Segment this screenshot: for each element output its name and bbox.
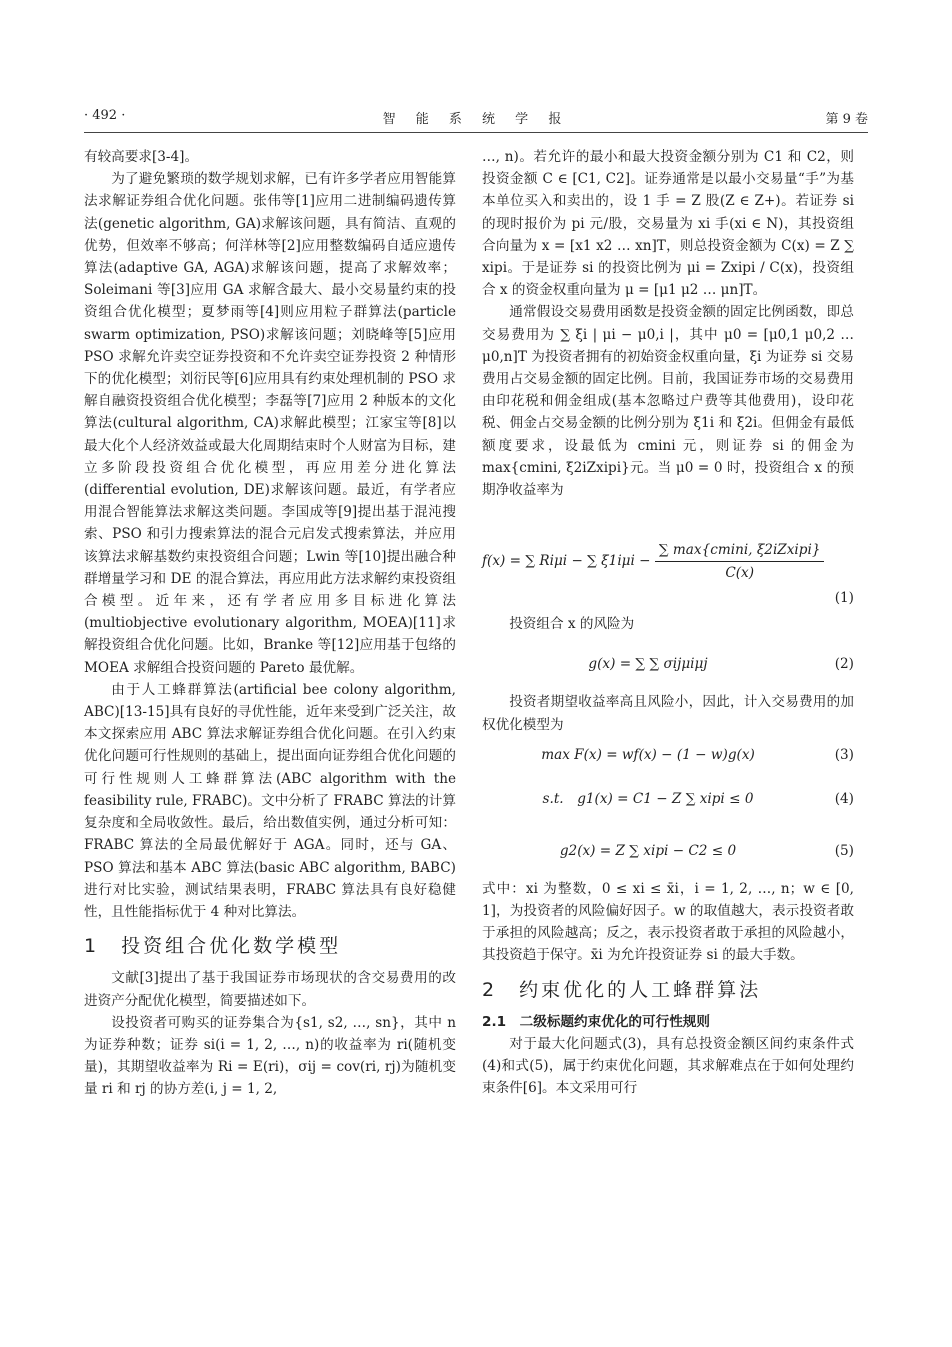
- equation-tag: (3): [834, 746, 854, 763]
- paragraph: 式中：xi 为整数，0 ≤ xi ≤ x̄i，i = 1, 2, …, n；w ∈ [0, 1]，为投资者的风险偏好因子。w 的取值越大，表示投资者敢于承担的风险越高；反之，表示投资者敢于承担的风险越小，其投资趋于保守。x̄i 为允许投资证券 si 的最大手数。: [482, 880, 854, 964]
- paragraph: 为了避免繁琐的数学规划求解，已有许多学者应用智能算法求解证券组合优化问题。张伟等[1]应用二进制编码遗传算法(genetic algorithm, GA)求解该问题，具有简洁、直观的优势，但效率不够高；何洋林等[2]应用整数编码自适应遗传算法(adaptive GA, AGA)求解该问题，提高了求解效率；Soleimani 等[3]应用 GA 求解含最大、最小交易量约束的投资组合优化模型；夏梦雨等[4]则应用粒子群算法(particle swarm optimization, PSO)求解该问题；刘晓峰等[5]应用 PSO 求解允许卖空证券投资和不允许卖空证券投资 2 种情形下的优化模型；刘衍民等[6]应用具有约束处理机制的 PSO 求解自融资投资组合优化模型；李磊等[7]应用 2 种版本的文化算法(cultural algorithm, CA)求解此模型；江家宝等[8]以最大化个人经济效益或最大化周期结束时个人财富为目标，建立多阶段投资组合优化模型，再应用差分进化算法(differential evolution, DE)求解该问题。最近，有学者应用混合智能算法求解这类问题。李国成等[9]提出基于混沌搜索、PSO 和引力搜索算法的混合元启发式搜索算法，并应用该算法求解基数约束投资组合问题；Lwin 等[10]提出融合种群增量学习和 DE 的混合算法，再应用此方法求解约束投资组合模型。近年来，还有学者应用多目标进化算法(multiobjective evolutionary algorithm, MOEA)[11]求解投资组合优化问题。比如，Branke 等[12]应用基于包络的 MOEA 求解组合投资问题的 Pareto 最优解。: [84, 171, 456, 676]
- equation-body: s.t. g1(x) = C1 − Z ∑ xipi ≤ 0: [542, 790, 754, 807]
- equation-body: g(x) = ∑ ∑ σijμiμj: [588, 656, 708, 673]
- equation-lhs: f(x) = ∑ Riμi − ∑ ξ1iμi −: [482, 553, 651, 570]
- volume-label: 第 9 卷: [825, 112, 868, 127]
- header-rule: [84, 132, 868, 133]
- equation-1: [482, 505, 854, 609]
- paragraph: 投资者期望收益率高且风险小，因此，计入交易费用的加权优化模型为: [482, 694, 854, 733]
- paragraph: 有较高要求[3-4]。: [84, 149, 199, 165]
- paragraph: 由于人工蜂群算法(artificial bee colony algorithm, ABC)[13-15]具有良好的寻优性能，近年来受到广泛关注，故本文探索应用 ABC 算法求解证券组合优化问题。在引入约束优化问题可行性规则的基础上，提出面向证券组合优化问题的可行性规则人工蜂群算法(ABC algorithm with the feasibility rule, FRABC)。文中分析了 FRABC 算法的计算复杂度和全局收敛性。最后，给出数值实例，通过分析可知：FRABC 算法的全局最优解好于 AGA。同时，还与 GA、PSO 算法和基本 ABC 算法(basic ABC algorithm, BABC)进行对比实验，测试结果表明，FRABC 算法具有良好稳健性，且性能指标优于 4 种对比算法。: [84, 681, 456, 920]
- right-column: [482, 146, 854, 1100]
- section-heading: 1 投资组合优化数学模型: [84, 935, 342, 958]
- equation-tag: (5): [834, 842, 854, 859]
- paragraph: 对于最大化问题式(3)，具有总投资金额区间约束条件式(4)和式(5)，属于约束优化问题，其求解难点在于如何处理约束条件[6]。本文采用可行: [482, 1036, 854, 1097]
- equation-fraction: [655, 539, 825, 584]
- running-header: [84, 108, 868, 128]
- page-number: · 492 ·: [84, 108, 126, 123]
- equation-5: [482, 826, 854, 874]
- subsection-heading: 2.1 二级标题约束优化的可行性规则: [482, 1013, 710, 1030]
- left-column: [84, 146, 456, 1101]
- equation-body: max F(x) = wf(x) − (1 − w)g(x): [541, 746, 755, 763]
- paragraph: 通常假设交易费用函数是投资金额的固定比例函数，即总交易费用为 ∑ ξi | μi − μ0,i |，其中 μ0 = [μ0,1 μ0,2 … μ0,n]T 为投资者拥有的初始资金权重向量，ξi 为证券 si 交易费用占交易金额的固定比例。目前，我国证券市场的交易费用由印花税和佣金组成(基本忽略过户费等其他费用)，设印花税、佣金占交易金额的比例分别为 ξ1i 和 ξ2i。但佣金有最低额度要求，设最低为 cmini 元，则证券 si 的佣金为 max{cmini, ξ2iZxipi}元。当 μ0 = 0 时，投资组合 x 的预期净收益率为: [482, 304, 854, 499]
- journal-title: 智 能 系 统 学 报: [382, 112, 570, 127]
- equation-2: [482, 639, 854, 687]
- fraction-denominator: C(x): [725, 565, 755, 582]
- equation-4: [482, 774, 854, 822]
- equation-3: [482, 740, 854, 770]
- equation-tag: (4): [834, 790, 854, 807]
- equation-tag: (1): [834, 590, 854, 607]
- section-heading: 2 约束优化的人工蜂群算法: [482, 978, 762, 1001]
- equation-tag: (2): [834, 656, 854, 673]
- paragraph: 设投资者可购买的证券集合为{s1, s2, …, sn}，其中 n 为证券种数；证券 si(i = 1, 2, …, n)的收益率为 ri(随机变量)，其期望收益率为 Ri = E(ri)，σij = cov(ri, rj)为随机变量 ri 和 rj 的协方差(i, j = 1, 2,: [84, 1014, 456, 1098]
- paragraph: 投资组合 x 的风险为: [509, 616, 635, 633]
- fraction-numerator: ∑ max{cmini, ξ2iZxipi}: [655, 539, 825, 562]
- paragraph: …, n)。若允许的最小和最大投资金额分别为 C1 和 C2，则投资金额 C ∈ [C1, C2]。证券通常是以最小交易量“手”为基本单位买入和卖出的，设 1 手 = Z 股(Z ∈ Z+)。若证券 si 的现时报价为 pi 元/股，交易量为 xi 手(xi ∈ N)，其投资组合向量为 x = [x1 x2 … xn]T，则总投资金额为 C(x) = Z ∑ xipi。于是证券 si 的投资比例为 μi = Zxipi / C(x)，投资组合 x 的资金权重向量为 μ = [μ1 μ2 … μn]T。: [482, 149, 854, 299]
- equation-body: g2(x) = Z ∑ xipi − C2 ≤ 0: [559, 842, 737, 859]
- paragraph: 文献[3]提出了基于我国证券市场现状的含交易费用的改进资产分配优化模型，简要描述如下。: [84, 970, 456, 1009]
